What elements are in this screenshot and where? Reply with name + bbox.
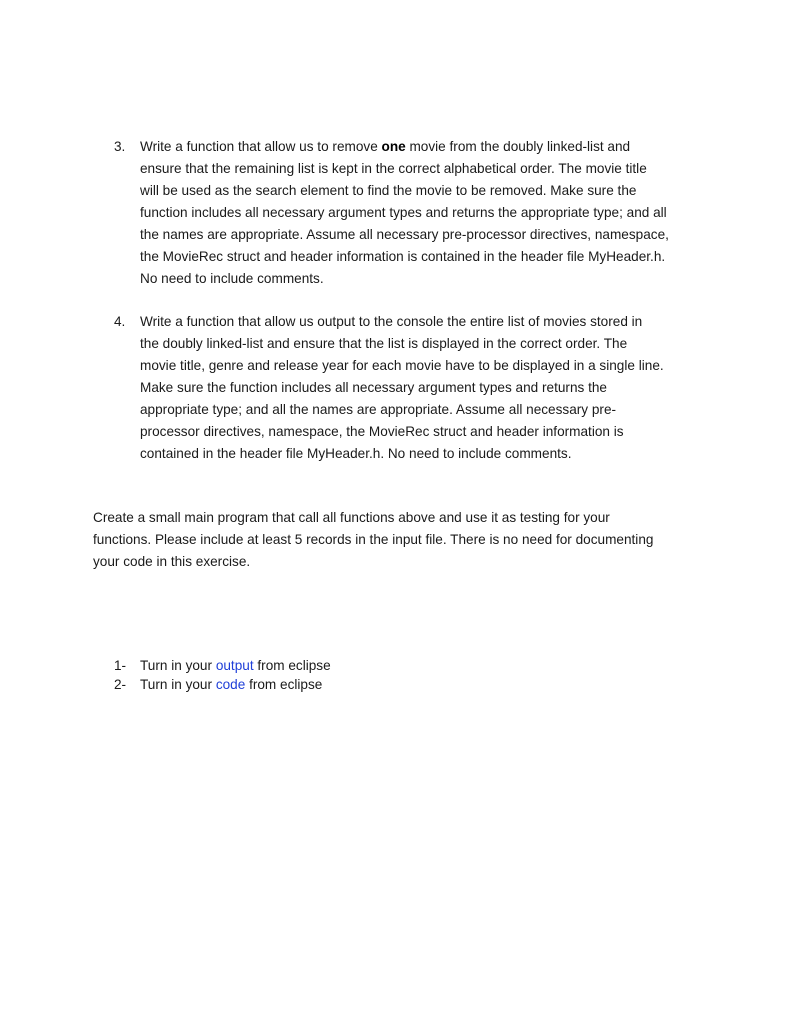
text-line: contained in the header file MyHeader.h. No need to include comments.	[140, 446, 572, 461]
text-line: function includes all necessary argument types and returns the appropriate type; and all	[140, 205, 667, 220]
text-line: Create a small main program that call all functions above and use it as testing for your	[93, 510, 610, 525]
turn-in-item-1	[114, 656, 514, 675]
main-program-paragraph	[93, 507, 713, 573]
list-number: 1-	[114, 658, 127, 673]
text-line: your code in this exercise.	[93, 554, 251, 569]
list-number: 4.	[114, 314, 126, 329]
list-item-body	[140, 311, 714, 465]
list-number: 2-	[114, 677, 127, 692]
text-line: processor directives, namespace, the MovieRec struct and header information is	[140, 424, 624, 439]
text-line: movie title, genre and release year for each movie have to be displayed in a single line.	[140, 358, 664, 373]
list-item-body	[140, 136, 714, 290]
text-line: appropriate type; and all the names are appropriate. Assume all necessary pre-	[140, 402, 617, 417]
text-line: the MovieRec struct and header information is contained in the header file MyHeader.h.	[140, 249, 666, 264]
turn-in-item-2	[114, 675, 514, 694]
code-link[interactable]: code	[215, 677, 246, 692]
text-line: functions. Please include at least 5 records in the input file. There is no need for documenting	[93, 532, 654, 547]
text-line: the doubly linked-list and ensure that the list is displayed in the correct order. The	[140, 336, 628, 351]
text-line: No need to include comments.	[140, 271, 324, 286]
output-link[interactable]: output	[215, 658, 254, 673]
turn-in-text: Turn in your output from eclipse	[140, 658, 331, 673]
text-line: Write a function that allow us to remove one movie from the doubly linked-list and	[140, 139, 631, 154]
emphasis-text: one	[381, 139, 406, 154]
text-line: will be used as the search element to find the movie to be removed. Make sure the	[140, 183, 637, 198]
text-line: ensure that the remaining list is kept in the correct alphabetical order. The movie title	[140, 161, 647, 176]
list-number: 3.	[114, 139, 126, 154]
text-line: Make sure the function includes all necessary argument types and returns the	[140, 380, 607, 395]
turn-in-text: Turn in your code from eclipse	[140, 677, 323, 692]
text-line: the names are appropriate. Assume all necessary pre-processor directives, namespace,	[140, 227, 669, 242]
text-line: Write a function that allow us output to the console the entire list of movies stored in	[140, 314, 643, 329]
